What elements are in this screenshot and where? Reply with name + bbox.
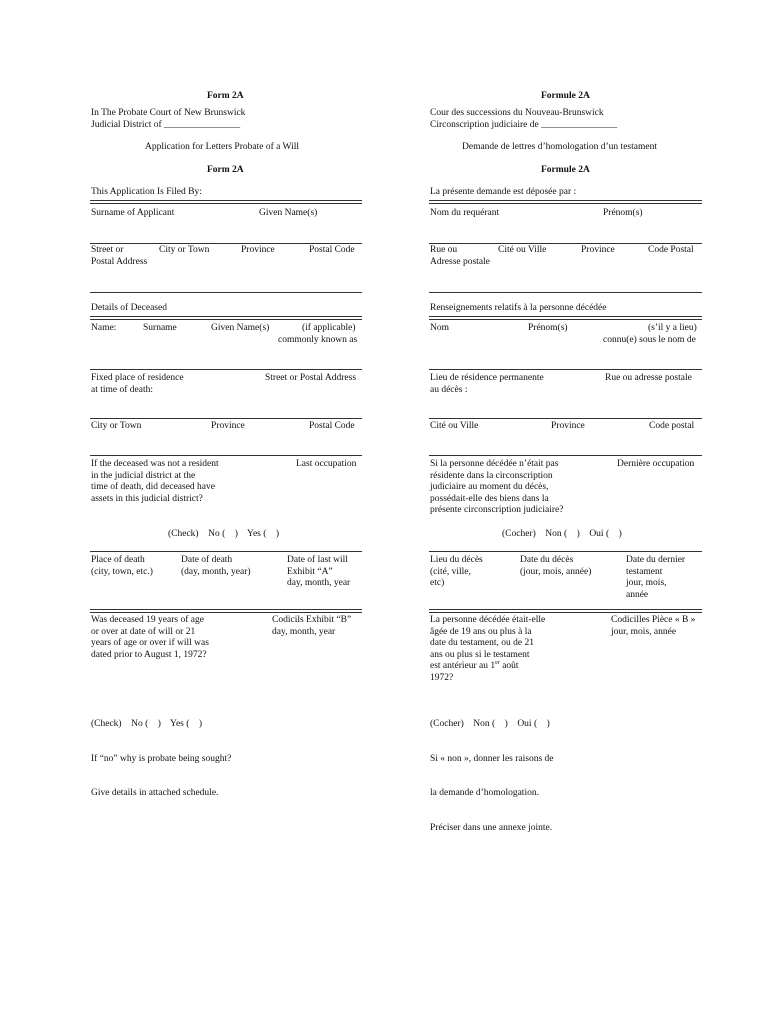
codicils-label: Codicils Exhibit “B” day, month, year <box>272 615 352 637</box>
rule-en-6 <box>90 418 362 419</box>
nom-requerant-label: Nom du requérant <box>430 208 500 218</box>
rue-adresse-label: Rue ou adresse postale <box>605 373 692 383</box>
city-town2-label: City or Town <box>91 421 142 431</box>
filed-by-en: This Application Is Filed By: <box>91 187 202 197</box>
filed-by-fr: La présente demande est déposée par : <box>430 187 577 197</box>
age-question-fr: La personne décédée était-elle âgée de 19 ans ou plus à la date du testament, ou de 21 ans ou plus si le testament est antérieur au 1er août 1972? <box>430 615 546 683</box>
name-label: Name: <box>91 323 117 333</box>
rue-ou-label: Rue ou <box>430 245 458 255</box>
lieu-residence-label: Lieu de résidence permanente <box>430 373 544 383</box>
code-postal2-label: Code postal <box>649 421 695 431</box>
rule-fr-3 <box>429 292 702 293</box>
date-deces-label: Date du décès (jour, mois, année) <box>520 555 592 577</box>
cite-ville2-label: Cité ou Ville <box>430 421 479 431</box>
au-deces-label: au décès : <box>430 385 468 395</box>
postal-code2-label: Postal Code <box>309 421 355 431</box>
details-deceased-label: Details of Deceased <box>91 303 167 313</box>
check2-block-en[interactable]: (Check) No ( ) Yes ( ) If “no” why is probate being sought? Give details in attached schedule. <box>91 719 232 798</box>
rule-fr-7 <box>429 455 702 456</box>
form-title-en: Form 2A <box>207 91 244 101</box>
code-postal-label: Code Postal <box>648 245 694 255</box>
postal-code-label: Postal Code <box>309 245 355 255</box>
given-names-label: Given Name(s) <box>259 208 318 218</box>
cite-ville-label: Cité ou Ville <box>498 245 547 255</box>
province-fr-label: Province <box>581 245 615 255</box>
judicial-district-en: Judicial District of ________________ <box>91 120 241 130</box>
rule-fr-2 <box>429 243 702 244</box>
form-title-fr: Formule 2A <box>541 91 590 101</box>
rule-fr-1 <box>429 200 702 204</box>
connu-sous-label: connu(e) sous le nom de <box>603 335 696 345</box>
province-label: Province <box>241 245 275 255</box>
surname-applicant-label: Surname of Applicant <box>91 208 175 218</box>
postal-address-label: Postal Address <box>91 257 148 267</box>
street-postal-label: Street or Postal Address <box>265 373 357 383</box>
last-occupation-label: Last occupation <box>296 459 357 469</box>
date-of-will-label: Date of last will Exhibit “A” day, month, year <box>287 555 351 588</box>
rule-fr-9 <box>429 609 702 613</box>
rule-fr-8 <box>429 551 702 552</box>
rule-en-1 <box>90 200 362 204</box>
form-title2-en: Form 2A <box>207 165 244 175</box>
application-title-fr: Demande de lettres d’homologation d’un testament <box>462 142 657 152</box>
nom-label: Nom <box>430 323 449 333</box>
court-name-en: In The Probate Court of New Brunswick <box>91 108 246 118</box>
rule-fr-4 <box>429 316 702 320</box>
rule-en-8 <box>90 551 362 552</box>
rule-en-9 <box>90 609 362 613</box>
rule-en-2 <box>90 243 362 244</box>
adresse-postale-label: Adresse postale <box>430 257 490 267</box>
place-of-death-label: Place of death (city, town, etc.) <box>91 555 153 577</box>
rule-en-7 <box>90 455 362 456</box>
prenoms-label: Prénom(s) <box>603 208 643 218</box>
age-question-en: Was deceased 19 years of age or over at date of will or 21 years of age or over if will was dated prior to August 1, 1972? <box>91 615 209 660</box>
given-names2-label: Given Name(s) <box>211 323 270 333</box>
rule-en-4 <box>90 316 362 320</box>
check-no-yes-en[interactable]: (Check) No ( ) Yes ( ) <box>168 529 280 539</box>
cocher-non-oui-fr[interactable]: (Cocher) Non ( ) Oui ( ) <box>502 529 622 539</box>
not-resident-question: If the deceased was not a resident in the judicial district at the time of death, did deceased have assets in this judicial district? <box>91 459 219 504</box>
prenoms2-label: Prénom(s) <box>528 323 568 333</box>
fixed-place-label: Fixed place of residence <box>91 373 184 383</box>
commonly-known-label: commonly known as <box>278 335 358 345</box>
codicilles-label: Codicilles Pièce « B » jour, mois, année <box>611 615 696 637</box>
not-resident-question-fr: Si la personne décédée n’était pas résidente dans la circonscription judiciaire au moment du décès, possédait-elle des biens dans la présente circonscription judiciaire? <box>430 459 564 515</box>
province2-label: Province <box>211 421 245 431</box>
date-of-death-label: Date of death (day, month, year) <box>181 555 251 577</box>
rule-fr-6 <box>429 418 702 419</box>
street-or-label: Street or <box>91 245 124 255</box>
lieu-deces-label: Lieu du décès (cité, ville, etc) <box>430 555 483 588</box>
rule-en-3 <box>90 292 362 293</box>
judicial-district-fr: Circonscription judiciaire de ________________ <box>430 120 618 130</box>
application-title-en: Application for Letters Probate of a Will <box>145 142 300 152</box>
rule-fr-5 <box>429 369 702 370</box>
time-of-death-label: at time of death: <box>91 385 153 395</box>
province2-fr-label: Province <box>551 421 585 431</box>
renseignements-label: Renseignements relatifs à la personne décédée <box>430 303 607 313</box>
form-title2-fr: Formule 2A <box>541 165 590 175</box>
surname-label: Surname <box>143 323 177 333</box>
check2-block-fr[interactable]: (Cocher) Non ( ) Oui ( ) Si « non », donner les raisons de la demande d’homologation. Préciser dans une annexe jointe. <box>430 719 554 833</box>
sil-y-a-lieu-label: (s’il y a lieu) <box>648 323 697 333</box>
derniere-occupation-label: Dernière occupation <box>617 459 695 469</box>
date-testament-label: Date du dernier testament jour, mois, année <box>626 555 686 600</box>
city-town-label: City or Town <box>159 245 210 255</box>
court-name-fr: Cour des successions du Nouveau-Brunswick <box>430 108 604 118</box>
if-applicable-label: (if applicable) <box>302 323 356 333</box>
age-line-1er: est antérieur au 1er août <box>430 659 519 671</box>
rule-en-5 <box>90 369 362 370</box>
